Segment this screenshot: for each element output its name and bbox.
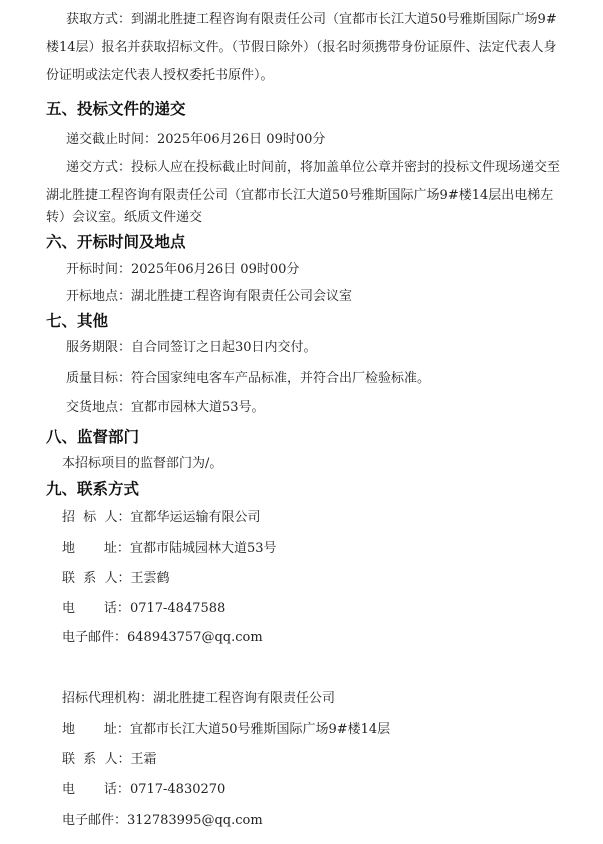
- obtain-method-line-1: 获取方式：到湖北胜捷工程咨询有限责任公司（宜都市长江大道50号雅斯国际广场9#: [66, 12, 557, 27]
- quality-target: 质量目标：符合国家纯电客车产品标准，并符合出厂检验标准。: [66, 371, 431, 386]
- service-period: 服务期限：自合同签订之日起30日内交付。: [66, 340, 317, 355]
- section-6-heading: 六、开标时间及地点: [46, 233, 186, 251]
- contact-label: 招 标 人：: [62, 510, 131, 525]
- contact-label: 电 话：: [62, 782, 130, 797]
- contact-value: 宜都市长江大道50号雅斯国际广场9#楼14层: [129, 722, 391, 737]
- section-8-heading: 八、监督部门: [46, 428, 140, 446]
- contact-value: 0717-4847588: [129, 601, 226, 616]
- contact-value: 湖北胜捷工程咨询有限责任公司: [153, 691, 336, 706]
- obtain-method-line-3: 份证明或法定代表人授权委托书原件）。: [46, 68, 274, 83]
- contact-label: 电子邮件：: [62, 813, 128, 828]
- submit-method-line-1: 递交方式：投标人应在投标截止时间前，将加盖单位公章并密封的投标文件现场递交至: [66, 160, 561, 175]
- contact-label: 招标代理机构：: [62, 691, 154, 706]
- contact-agency-address: [62, 722, 390, 738]
- submit-method-line-2: 湖北胜捷工程咨询有限责任公司（宜都市长江大道50号雅斯国际广场9#楼14层出电梯左: [46, 188, 554, 203]
- section-9-heading: 九、联系方式: [46, 480, 140, 498]
- contact-agency-name: [62, 691, 335, 707]
- contact-value: 宜都华运运输有限公司: [130, 510, 261, 525]
- contact-value: 312783995@qq.com: [127, 813, 263, 828]
- contact-label: 联 系 人：: [62, 752, 131, 767]
- contact-tenderer-email: [62, 630, 263, 646]
- section-5-heading: 五、投标文件的递交: [46, 100, 186, 118]
- contact-label: 地 址：: [62, 722, 130, 737]
- contact-label: 电子邮件：: [62, 630, 128, 645]
- contact-value: 王霜: [130, 752, 157, 767]
- contact-tenderer-phone: [62, 601, 225, 617]
- contact-label: 地 址：: [62, 541, 130, 556]
- contact-value: 宜都市陆城园林大道53号: [129, 541, 277, 556]
- contact-tenderer-address: [62, 541, 276, 557]
- opening-place: 开标地点：湖北胜捷工程咨询有限责任公司会议室: [66, 289, 353, 304]
- contact-value: 王雲鹤: [130, 571, 170, 586]
- contact-value: 0717-4830270: [129, 782, 226, 797]
- contact-agency-email: [62, 813, 263, 829]
- delivery-place: 交货地点：宜都市园林大道53号。: [66, 400, 265, 415]
- contact-label: 联 系 人：: [62, 571, 131, 586]
- opening-time: 开标时间：2025年06月26日 09时00分: [66, 262, 300, 277]
- supervision-text: 本招标项目的监督部门为/。: [62, 456, 223, 471]
- submit-deadline: 递交截止时间：2025年06月26日 09时00分: [66, 132, 326, 147]
- contact-tenderer-person: [62, 571, 170, 587]
- obtain-method-line-2: 楼14层）报名并获取招标文件。（节假日除外）（报名时须携带身份证原件、法定代表人身: [46, 40, 557, 55]
- contact-agency-phone: [62, 782, 225, 798]
- contact-tenderer-name: [62, 510, 261, 526]
- contact-value: 648943757@qq.com: [127, 630, 263, 645]
- submit-method-line-3: 转）会议室。纸质文件递交: [46, 210, 203, 225]
- section-7-heading: 七、其他: [46, 312, 109, 330]
- contact-label: 电 话：: [62, 601, 130, 616]
- contact-agency-person: [62, 752, 157, 768]
